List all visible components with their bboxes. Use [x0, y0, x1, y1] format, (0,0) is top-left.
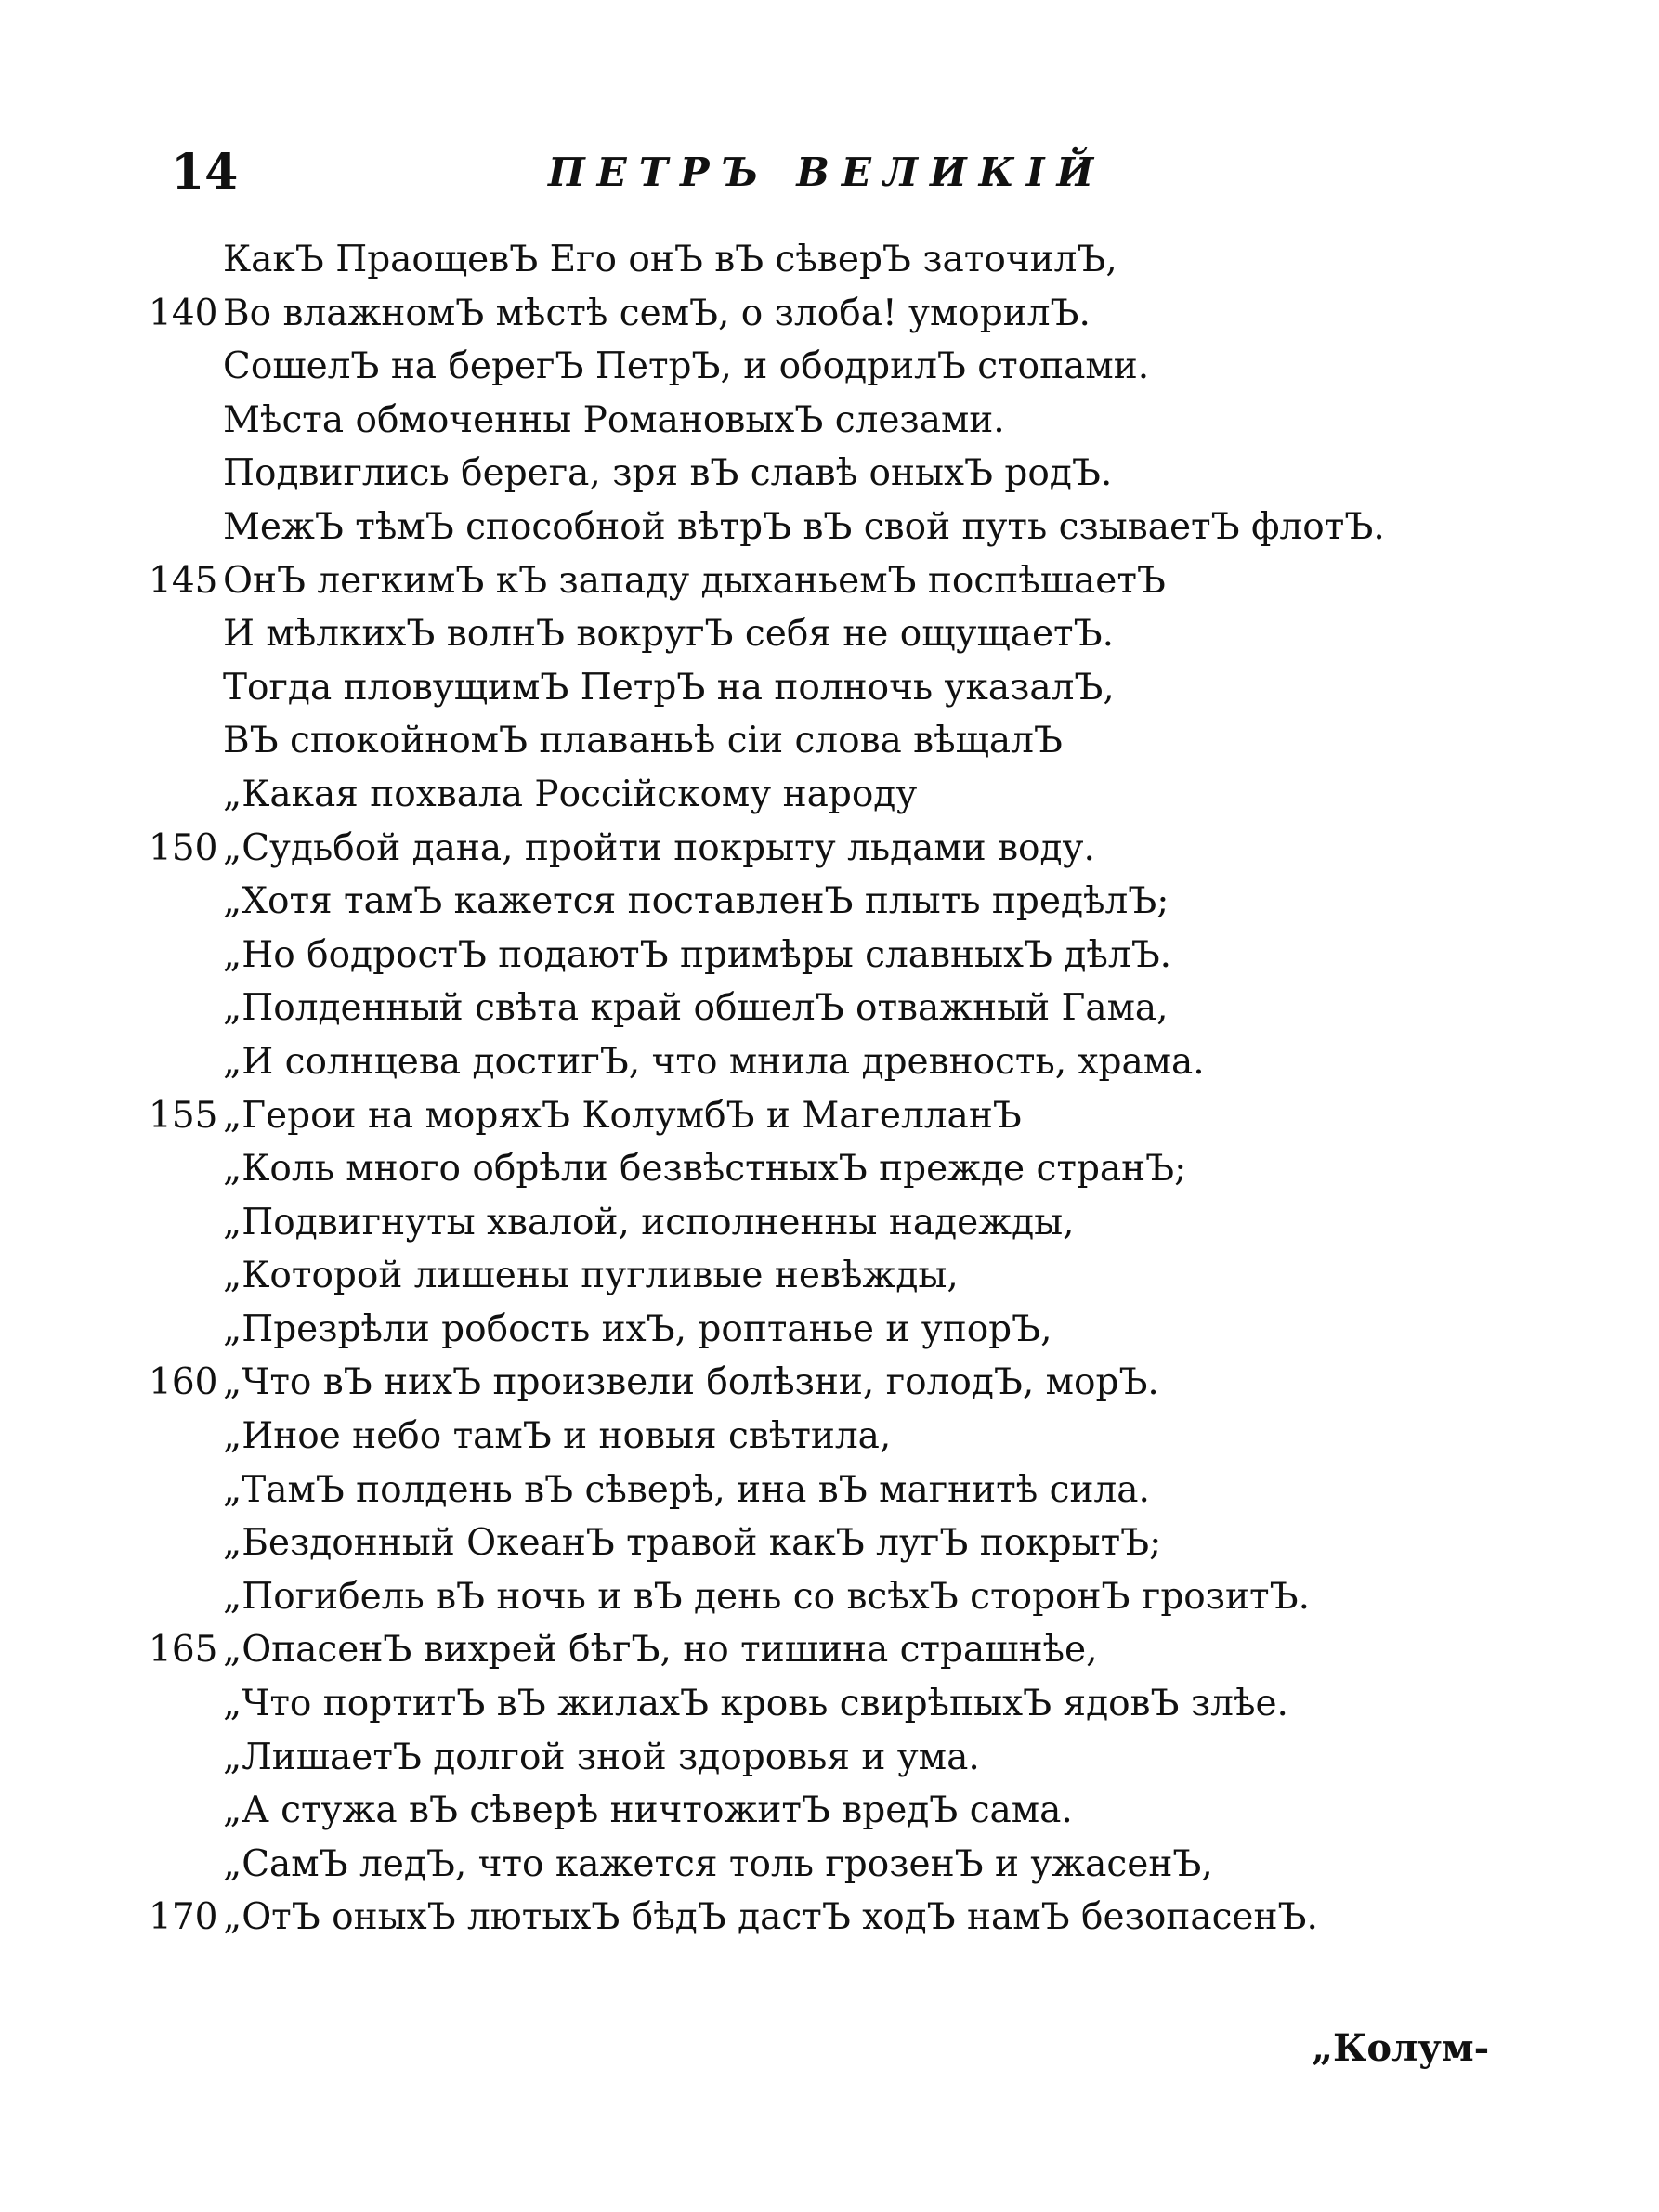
poem-line	[0, 713, 1659, 767]
poem-line	[0, 1676, 1659, 1730]
poem-line	[0, 446, 1659, 500]
line-text: И мѣлкихЪ волнЪ вокругЪ себя не ощущаетЪ.	[223, 613, 1115, 656]
line-number: 150	[149, 826, 218, 869]
poem-line	[0, 981, 1659, 1034]
line-text: КакЪ ПраощевЪ Его онЪ вЪ сѣверЪ заточилЪ,	[223, 239, 1117, 280]
line-text: „СамЪ ледЪ, что кажется толь грозенЪ и ужасенЪ,	[223, 1842, 1213, 1885]
page-number: 14	[171, 144, 239, 201]
line-number: 145	[149, 559, 218, 602]
poem-line	[0, 1837, 1659, 1891]
line-text: Во влажномЪ мѣстѣ семЪ, о злоба! уморилЪ.	[223, 292, 1091, 334]
line-text: СошелЪ на берегЪ ПетрЪ, и ободрилЪ стопами.	[223, 345, 1150, 388]
line-text: „Презрѣли робость ихЪ, роптанье и упорЪ,	[223, 1308, 1052, 1350]
line-text: „ОтЪ оныхЪ лютыхЪ бѣдЪ дастЪ ходЪ намЪ безопасенЪ.	[223, 1896, 1318, 1939]
line-text: МежЪ тѣмЪ способной вѣтрЪ вЪ свой путь сзываетЪ флотЪ.	[223, 505, 1385, 548]
line-text: „И солнцева достигЪ, что мнила древность, храма.	[223, 1040, 1205, 1083]
poem-line	[0, 1409, 1659, 1463]
line-text: „Судьбой дана, пройти покрыту льдами воду.	[223, 826, 1095, 869]
line-text: „Герои на моряхЪ КолумбЪ и МагелланЪ	[223, 1094, 1022, 1137]
poem-line	[0, 1622, 1659, 1676]
poem-line	[0, 1569, 1659, 1623]
poem-line	[0, 1890, 1659, 1944]
poem-line	[0, 286, 1659, 340]
poem-line	[0, 606, 1659, 660]
poem-line	[0, 767, 1659, 821]
line-text: „Хотя тамЪ кажется поставленЪ плыть предѣлЪ;	[223, 880, 1169, 923]
line-text: „Бездонный ОкеанЪ травой какЪ лугЪ покрытЪ;	[223, 1522, 1162, 1565]
line-text: „ТамЪ полдень вЪ сѣверѣ, ина вЪ магнитѣ сила.	[223, 1468, 1150, 1511]
line-text: „Иное небо тамЪ и новыя свѣтила,	[223, 1415, 892, 1458]
poem-line	[0, 232, 1659, 286]
line-text: „Которой лишены пугливые невѣжды,	[223, 1255, 959, 1297]
line-text: „Подвигнуты хвалой, исполненны надежды,	[223, 1201, 1075, 1243]
catchword: „Колум-	[1312, 2026, 1490, 2070]
poem-line	[0, 1141, 1659, 1195]
line-text: ВЪ спокойномЪ плаваньѣ сіи слова вѣщалЪ	[223, 720, 1063, 762]
poem-body	[0, 232, 1659, 1944]
line-number: 170	[149, 1896, 218, 1939]
poem-line	[0, 660, 1659, 714]
poem-line	[0, 500, 1659, 553]
line-text: „Что вЪ нихЪ произвели болѣзни, голодЪ, морЪ.	[223, 1361, 1159, 1404]
line-text: Подвиглись берега, зря вЪ славѣ оныхЪ родЪ.	[223, 452, 1113, 495]
line-number: 165	[149, 1629, 218, 1672]
line-text: „ОпасенЪ вихрей бѣгЪ, но тишина страшнѣе,	[223, 1629, 1098, 1672]
poem-line	[0, 1516, 1659, 1569]
line-number: 160	[149, 1361, 218, 1404]
line-text: „Но бодростЪ подаютЪ примѣры славныхЪ дѣлЪ.	[223, 933, 1172, 976]
line-text: „Коль много обрѣли безвѣстныхЪ прежде странЪ;	[223, 1148, 1187, 1191]
poem-line	[0, 1195, 1659, 1249]
poem-line	[0, 1355, 1659, 1409]
poem-line	[0, 928, 1659, 982]
poem-line	[0, 1034, 1659, 1088]
line-text: „ЛишаетЪ долгой зной здоровья и ума.	[223, 1736, 980, 1778]
poem-line	[0, 1730, 1659, 1784]
poem-line	[0, 553, 1659, 607]
line-text: „Какая похвала Россійскому народу	[223, 773, 918, 815]
poem-line	[0, 1783, 1659, 1837]
poem-line	[0, 393, 1659, 447]
running-title: ПЕТРЪ ВЕЛИКІЙ	[548, 150, 1106, 195]
line-text: „Что портитЪ вЪ жилахЪ кровь свирѣпыхЪ ядовЪ злѣе.	[223, 1683, 1288, 1725]
line-text: „Полденный свѣта край обшелЪ отважный Гама,	[223, 987, 1169, 1030]
line-text: Тогда пловущимЪ ПетрЪ на полночь указалЪ,	[223, 666, 1115, 709]
poem-line	[0, 339, 1659, 393]
poem-line	[0, 821, 1659, 875]
poem-line	[0, 1463, 1659, 1516]
line-text: ОнЪ легкимЪ кЪ западу дыханьемЪ поспѣшаетЪ	[223, 559, 1166, 602]
poem-line	[0, 874, 1659, 928]
line-number: 155	[149, 1094, 218, 1137]
line-text: „Погибель вЪ ночь и вЪ день со всѣхЪ сторонЪ грозитЪ.	[223, 1575, 1310, 1618]
line-text: „А стужа вЪ сѣверѣ ничтожитЪ вредЪ сама.	[223, 1789, 1073, 1832]
line-text: Мѣста обмоченны РомановыхЪ слезами.	[223, 398, 1005, 441]
line-number: 140	[149, 292, 218, 334]
poem-line	[0, 1248, 1659, 1302]
poem-line	[0, 1302, 1659, 1356]
poem-line	[0, 1088, 1659, 1142]
